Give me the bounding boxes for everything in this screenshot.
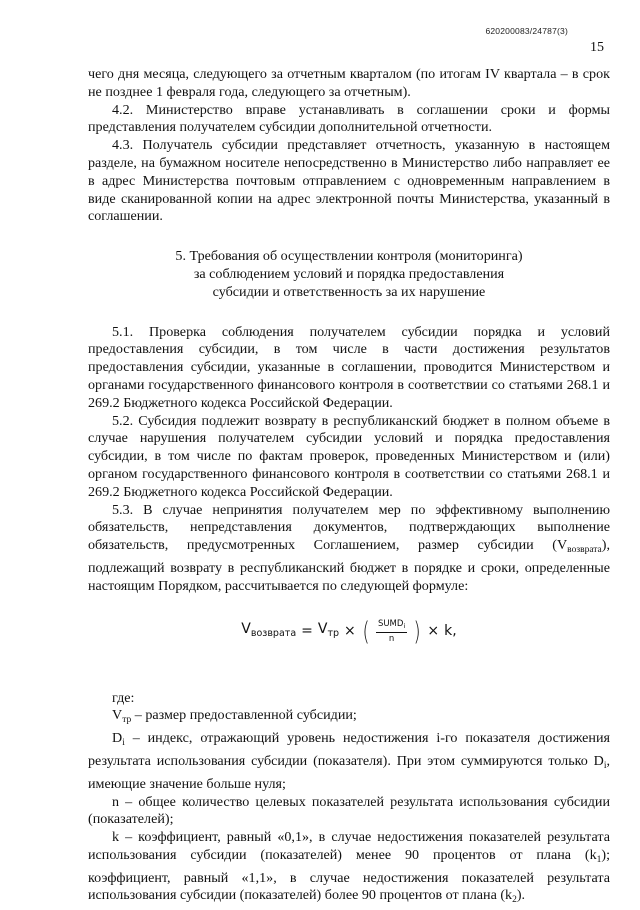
- document-code: 620200083/24787(3): [485, 26, 568, 36]
- paragraph-5-2: 5.2. Субсидия подлежит возврату в республиканский бюджет в полном объеме в случае нарушения получателем субсидии условий и порядка предоставления субсидии, в том числе по фактам проверок, проведенных Министерством и (или) органом государственного финансового контроля в соответствии со статьями 268.1 и 269.2 Бюджетного кодекса Российской Федерации.: [88, 412, 610, 500]
- section-5-heading: [88, 248, 610, 301]
- heading-line-1: 5. Требования об осуществлении контроля (мониторинга): [175, 248, 523, 265]
- heading-line-2: за соблюдением условий и порядка предоставления: [193, 265, 505, 282]
- paragraph-4-2: 4.2. Министерство вправе устанавливать в соглашении сроки и формы представления получателем субсидии дополнительной отчетности.: [88, 101, 610, 136]
- formula-fraction: [376, 619, 407, 644]
- document-body: [88, 66, 610, 910]
- formula-numerator: $SUMD_i$: [376, 619, 407, 633]
- formula-v: $V_{тр}$: [317, 620, 340, 639]
- definition-d-i: $D_i$ – индекс, отражающий уровень недостижения i-го показателя достижения результата использования субсидии (показателя). При этом суммируются только $D_i$, имеющие значение больше нуля;: [88, 730, 610, 792]
- formula-right-paren: ): [413, 616, 421, 647]
- paragraph-continuation: чего дня месяца, следующего за отчетным кварталом (по итогам IV квартала – в срок не позднее 1 февраля года, следующего за отчетным).: [88, 66, 610, 100]
- paragraph-4-3: 4.3. Получатель субсидии представляет отчетность, указанную в настоящем разделе, на бумажном носителе непосредственно в Министерство либо направляет ее в адрес Министерства почтовым отправлением с одновременным направлением в виде сканированной копии на адрес электронной почты Министерства, указанный в соглашении.: [88, 137, 610, 225]
- formula-k: k,: [444, 622, 457, 639]
- definition-n: n – общее количество целевых показателей результата использования субсидии (показателей);: [88, 793, 610, 828]
- paragraph-5-1: 5.1. Проверка соблюдения получателем субсидии порядка и условий предоставления субсидии, в том числе в части достижения результатов предоставления субсидии, указанные в соглашении, проводится Министерством и органами государственного финансового контроля в соответствии со статьями 268.1 и 269.2 Бюджетного кодекса Российской Федерации.: [88, 323, 610, 411]
- return-formula: [88, 618, 610, 660]
- formula-times-2: ×: [427, 622, 440, 639]
- formula-denominator: n: [388, 634, 395, 645]
- page-number: 15: [590, 40, 604, 55]
- formula-equals: =: [301, 622, 313, 639]
- paragraph-5-3: 5.3. В случае непринятия получателем мер по эффективному выполнению обязательств, непредставления документов, подтверждающих выполнение обязательств, предусмотренных Соглашением, размер субсидии $(V_{возврата})$, подлежащий возврату в республиканский бюджет в порядке и сроки, определенные настоящим Порядком, рассчитывается по следующей формуле:: [88, 501, 610, 594]
- definitions-where: где:: [112, 689, 135, 706]
- formula-lhs: $V_{возврата}$: [241, 620, 297, 639]
- definition-k: k – коэффициент, равный «0,1», в случае недостижения показателей результата использования субсидии (показателей) менее 90 процентов от плана $(k_1)$; коэффициент, равный «1,1», в случае недостижения показателей результата использования субсидии (показателей) более 90 процентов от плана $(k_2)$.: [88, 829, 610, 906]
- definition-v-tr: $V_{тр}$ – размер предоставленной субсидии;: [112, 707, 357, 726]
- formula-left-paren: (: [362, 616, 370, 647]
- heading-line-3: субсидии и ответственность за их нарушение: [212, 283, 486, 300]
- formula-times-1: ×: [344, 622, 356, 639]
